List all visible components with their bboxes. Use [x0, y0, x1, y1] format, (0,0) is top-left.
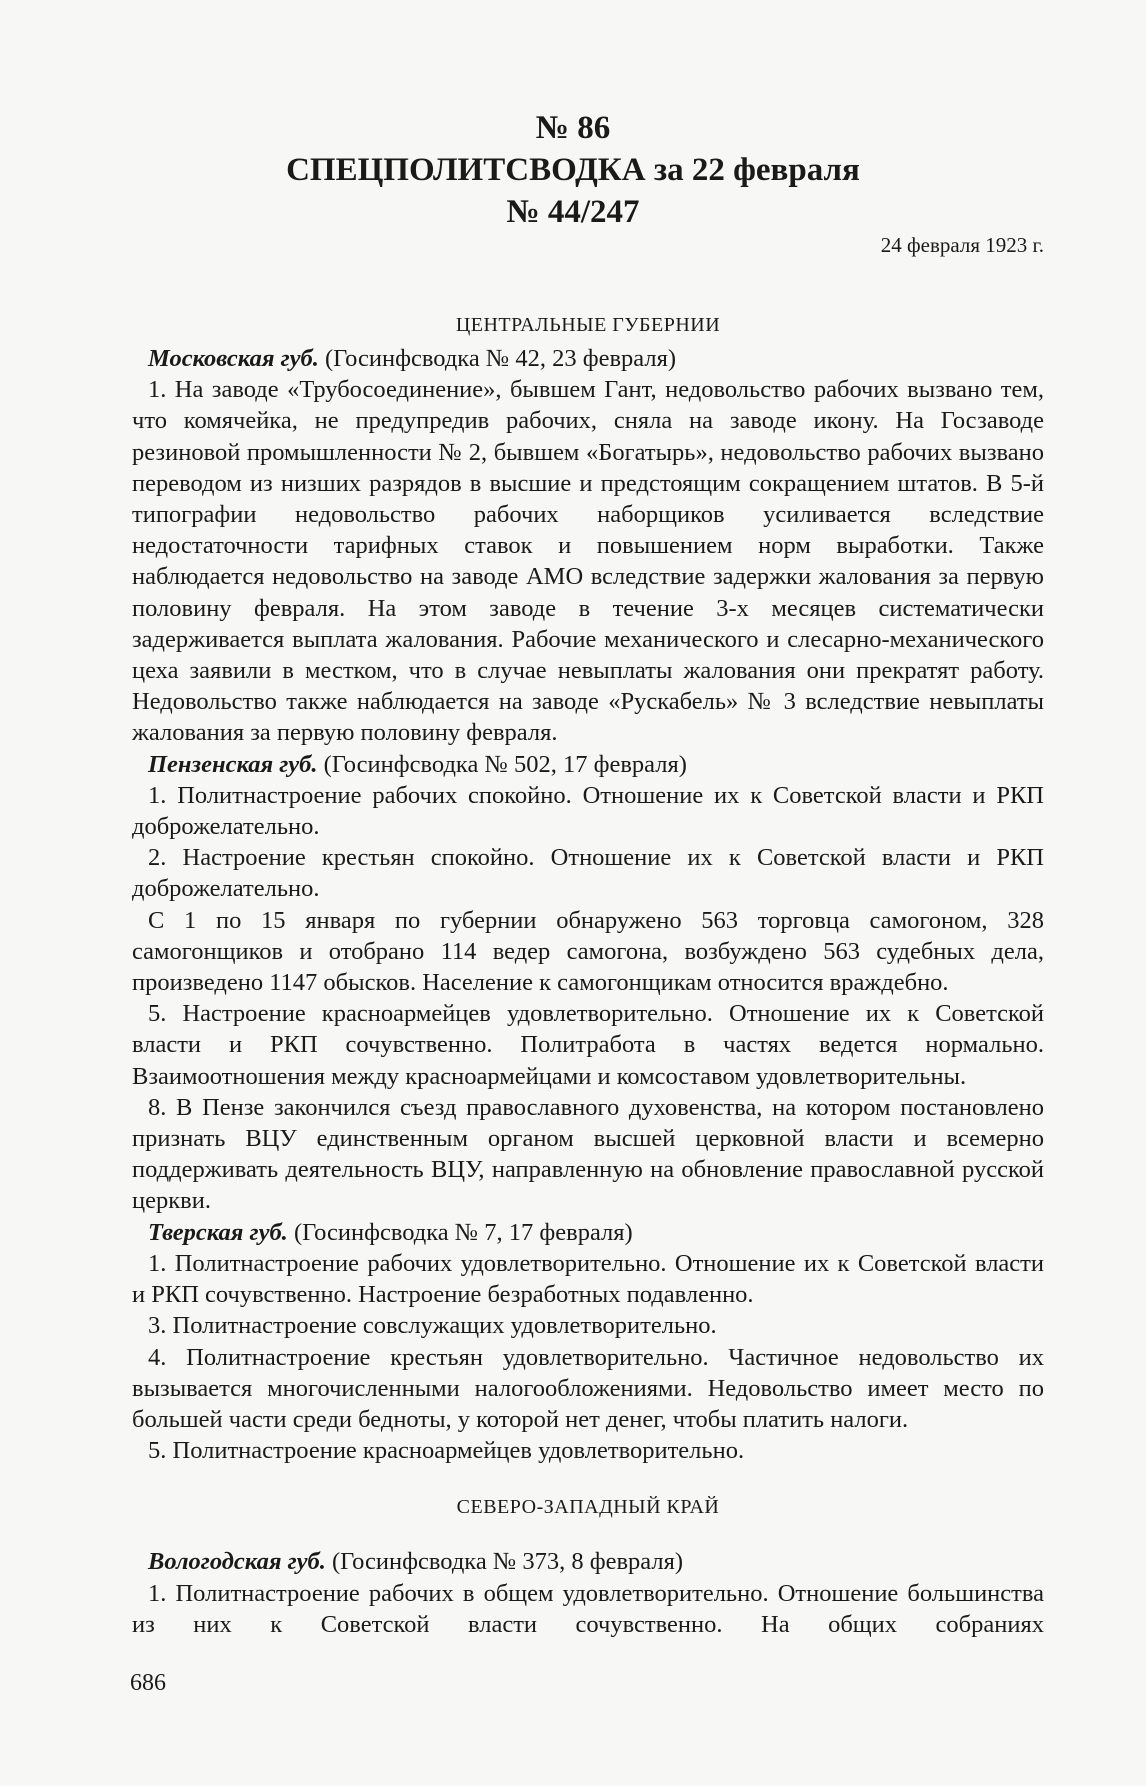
document-title: СПЕЦПОЛИТСВОДКА за 22 февраля — [286, 152, 860, 188]
section-heading-central: ЦЕНТРАЛЬНЫЕ ГУБЕРНИИ — [455, 314, 721, 336]
region-name-moscow: Московская губ. — [148, 345, 319, 372]
paragraph: 4. Политнастроение крестьян удовлетворительно. Частичное недовольство их вызывается многочисленными налогообложениями. Недовольство имеет место по большей части среди бедноты, у которой нет денег, чтобы платить налоги. — [132, 1343, 1044, 1433]
paragraph: 1. Политнастроение рабочих в общем удовлетворительно. Отношение большинства из них к Советской власти сочувственно. На общих собраниях — [132, 1579, 1044, 1638]
paragraph: 3. Политнастроение совслужащих удовлетворительно. — [148, 1312, 717, 1340]
region-source-penza: (Госинфсводка № 502, 17 февраля) — [317, 750, 687, 778]
region-heading-moscow — [132, 343, 1044, 374]
region-source-vologda: (Госинфсводка № 373, 8 февраля) — [325, 1548, 684, 1576]
section-heading-northwest: СЕВЕРО-ЗАПАДНЫЙ КРАЙ — [456, 1496, 720, 1519]
paragraph: 2. Настроение крестьян спокойно. Отношение их к Советской власти и РКП доброжелательно. — [132, 844, 1044, 903]
paragraph: 1. Политнастроение рабочих удовлетворительно. Отношение их к Советской власти и РКП сочувственно. Настроение безработных подавленно. — [132, 1249, 1044, 1309]
paragraph: 8. В Пензе закончился съезд православного духовенства, на котором постановлено признать ВЦУ единственным органом высшей церковной власти и всемерно поддерживать деятельность ВЦУ, направленную на обновление православной русской церкви. — [132, 1093, 1044, 1215]
region-heading-tver — [132, 1217, 1044, 1248]
document-number: № 86 — [535, 110, 611, 146]
region-name-penza: Пензенская губ. — [148, 750, 318, 778]
region-source-tver: (Госинфсводка № 7, 17 февраля) — [287, 1218, 633, 1246]
region-name-tver: Тверская губ. — [148, 1218, 288, 1246]
paragraph: 1. На заводе «Трубосоединение», бывшем Гант, недовольство рабочих вызвано тем, что комячейка, не предупредив рабочих, сняла на заводе икону. На Госзаводе резиновой промышленности № 2, бывшем «Богатырь», недовольство рабочих вызвано переводом из низших разрядов в высшие и предстоящим сокращением штатов. В 5-й типографии недовольство рабочих наборщиков усиливается вследствие недостаточности тарифных ставок и повышением норм выработки. Также наблюдается недовольство на заводе АМО вследствие задержки жалования за первую половину февраля. На этом заводе в течение 3-х месяцев систематически задерживается выплата жалования. Рабочие механического и слесарно-механического цеха заявили в местком, что в случае невыплаты жалования они прекратят работу. Недовольство также наблюдается на заводе «Рускабель» № 3 вследствие невыплаты жалования за первую половину февраля. — [132, 376, 1044, 747]
paragraph: С 1 по 15 января по губернии обнаружено 563 торговца самогоном, 328 самогонщиков и отобрано 114 ведер самогона, возбуждено 563 судебных дела, произведено 1147 обысков. Население к самогонщикам относится враждебно. — [132, 906, 1044, 997]
region-name-vologda: Вологодская губ. — [148, 1548, 326, 1576]
region-heading-penza — [132, 749, 1044, 780]
document-subnumber: № 44/247 — [506, 194, 640, 230]
region-heading-vologda — [132, 1546, 1044, 1577]
page-number: 686 — [130, 1670, 166, 1696]
document-body — [132, 310, 1044, 1640]
paragraph: 5. Политнастроение красноармейцев удовлетворительно. — [148, 1437, 745, 1465]
paragraph: 5. Настроение красноармейцев удовлетворительно. Отношение их к Советской власти и РКП сочувственно. Политработа в частях ведется нормально. Взаимоотношения между красноармейцами и комсоставом удовлетворительны. — [132, 1000, 1044, 1090]
document-date: 24 февраля 1923 г. — [880, 233, 1044, 257]
region-source-moscow: (Госинфсводка № 42, 23 февраля) — [318, 345, 677, 372]
paragraph: 1. Политнастроение рабочих спокойно. Отношение их к Советской власти и РКП доброжелательно. — [132, 781, 1044, 841]
